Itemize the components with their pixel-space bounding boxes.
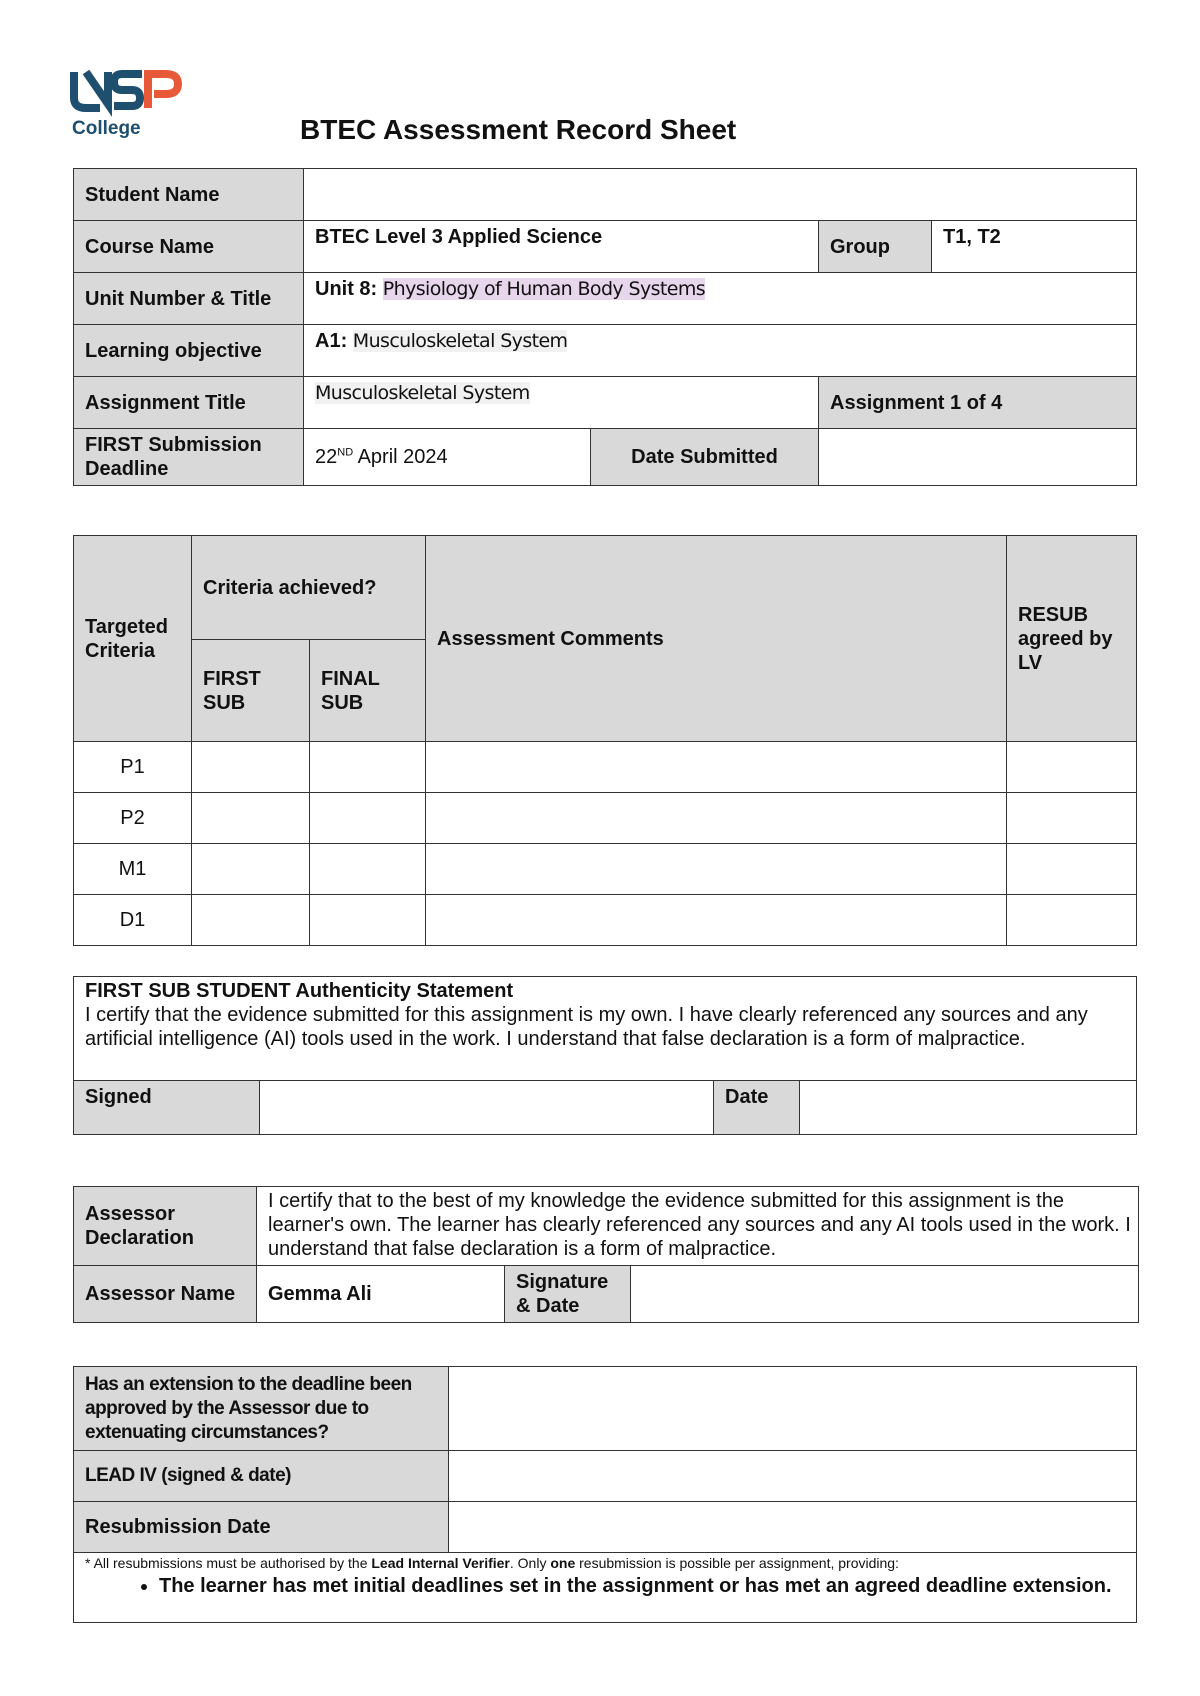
objective-prefix: A1: (315, 330, 348, 352)
authenticity-table (73, 976, 1137, 1135)
extension-field[interactable] (449, 1367, 1137, 1451)
record-info-table (73, 168, 1137, 486)
final-sub-cell[interactable] (310, 793, 426, 844)
assessment-comments-header: Assessment Comments (426, 536, 1007, 742)
criterion-code: D1 (74, 895, 192, 946)
assignment-title-value: Musculoskeletal System (315, 382, 530, 404)
date-submitted-label: Date Submitted (591, 429, 819, 486)
targeted-criteria-header: Targeted Criteria (74, 536, 192, 742)
note-one: one (550, 1555, 576, 1571)
resubmission-note (74, 1553, 1137, 1623)
first-sub-cell[interactable] (192, 895, 310, 946)
note-lead-iv: Lead Internal Verifier (371, 1555, 510, 1571)
table-row (74, 895, 1137, 946)
final-sub-cell[interactable] (310, 895, 426, 946)
course-name-label: Course Name (74, 221, 304, 273)
criterion-code: P2 (74, 793, 192, 844)
lead-iv-field[interactable] (449, 1451, 1137, 1502)
unit-label: Unit Number & Title (74, 273, 304, 325)
deadline-day: 22 (315, 446, 338, 468)
unit-title: Physiology of Human Body Systems (382, 278, 706, 300)
extension-table (73, 1366, 1137, 1623)
first-sub-cell[interactable] (192, 844, 310, 895)
signed-label: Signed (74, 1081, 260, 1135)
assessor-name-label: Assessor Name (74, 1266, 257, 1323)
group-label: Group (819, 221, 932, 273)
assignment-title-label: Assignment Title (74, 377, 304, 429)
authenticity-heading: FIRST SUB STUDENT Authenticity Statement (85, 980, 514, 1002)
comments-cell[interactable] (426, 895, 1007, 946)
comments-cell[interactable] (426, 742, 1007, 793)
signature-date-label: Signature & Date (505, 1266, 631, 1323)
student-name-field[interactable] (304, 169, 1137, 221)
extension-label: Has an extension to the deadline been approved by the Assessor due to extenuating circumstances? (74, 1367, 449, 1451)
assignment-number: Assignment 1 of 4 (819, 377, 1137, 429)
final-sub-cell[interactable] (310, 844, 426, 895)
unit-value-cell (304, 273, 1137, 325)
note-start: * All resubmissions must be authorised by the (85, 1555, 372, 1571)
assessor-table (73, 1186, 1139, 1323)
criteria-achieved-header: Criteria achieved? (192, 536, 426, 640)
assessor-declaration-label: Assessor Declaration (74, 1187, 257, 1266)
deadline-label: FIRST Submission Deadline (74, 429, 304, 486)
objective-label: Learning objective (74, 325, 304, 377)
student-date-field[interactable] (800, 1081, 1137, 1135)
table-row (74, 793, 1137, 844)
group-value: T1, T2 (932, 221, 1137, 273)
criterion-code: M1 (74, 844, 192, 895)
table-row (74, 742, 1137, 793)
assignment-title-cell (304, 377, 819, 429)
deadline-month-year: April 2024 (353, 446, 448, 468)
student-signature-field[interactable] (260, 1081, 714, 1135)
authenticity-text: I certify that the evidence submitted for this assignment is my own. I have clearly referenced any sources and any artificial intelligence (AI) tools used in the work. I understand that false declaration is a form of malpractice. (85, 1004, 1088, 1050)
list-item: • The learner has met initial deadlines set in the assignment or has met an agreed deadline extension. (159, 1574, 1125, 1598)
resub-header: RESUB agreed by LV (1007, 536, 1137, 742)
assessor-signature-field[interactable] (631, 1266, 1139, 1323)
deadline-suffix: ND (337, 446, 354, 459)
lead-iv-label: LEAD IV (signed & date) (74, 1451, 449, 1502)
unit-prefix: Unit 8: (315, 278, 378, 300)
course-name-value: BTEC Level 3 Applied Science (304, 221, 819, 273)
conditions-list (85, 1574, 1125, 1598)
deadline-value (304, 429, 591, 486)
comments-cell[interactable] (426, 844, 1007, 895)
note-end: resubmission is possible per assignment, providing: (575, 1555, 899, 1571)
resub-cell[interactable] (1007, 895, 1137, 946)
assessor-declaration-text: I certify that to the best of my knowledge the evidence submitted for this assignment is the learner's own. The learner has clearly referenced any sources and any AI tools used in the work. I understand that false declaration is a form of malpractice. (257, 1187, 1139, 1266)
note-mid: . Only (509, 1555, 551, 1571)
resubmission-date-label: Resubmission Date (74, 1502, 449, 1553)
authenticity-statement (74, 977, 1137, 1081)
auth-date-label: Date (714, 1081, 800, 1135)
final-sub-header: FINAL SUB (310, 640, 426, 742)
resub-cell[interactable] (1007, 844, 1137, 895)
student-name-label: Student Name (74, 169, 304, 221)
first-sub-cell[interactable] (192, 793, 310, 844)
date-submitted-field[interactable] (819, 429, 1137, 486)
objective-value-cell (304, 325, 1137, 377)
page-title: BTEC Assessment Record Sheet (300, 114, 737, 145)
assessor-name-value: Gemma Ali (257, 1266, 505, 1323)
resubmission-date-field[interactable] (449, 1502, 1137, 1553)
resub-cell[interactable] (1007, 793, 1137, 844)
logo-college-text: College (72, 118, 141, 139)
criteria-table (73, 535, 1137, 946)
first-sub-cell[interactable] (192, 742, 310, 793)
criterion-code: P1 (74, 742, 192, 793)
final-sub-cell[interactable] (310, 742, 426, 793)
resubmission-rule (85, 1554, 1125, 1572)
objective-value: Musculoskeletal System (352, 330, 568, 352)
comments-cell[interactable] (426, 793, 1007, 844)
first-sub-header: FIRST SUB (192, 640, 310, 742)
table-row (74, 844, 1137, 895)
resub-cell[interactable] (1007, 742, 1137, 793)
